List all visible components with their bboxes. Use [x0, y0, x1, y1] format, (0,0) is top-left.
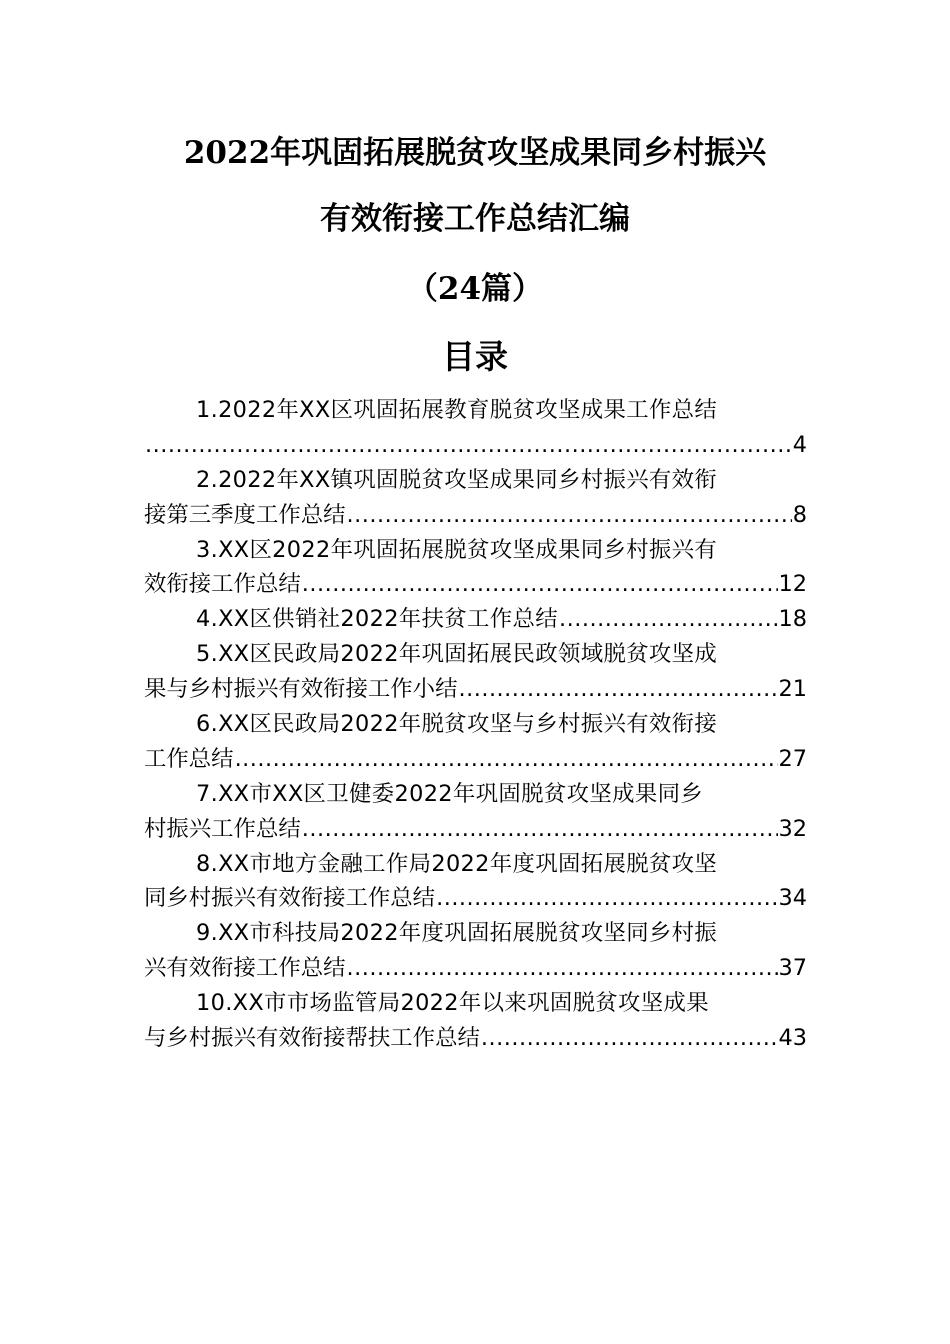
toc-leader-dots: [302, 812, 778, 847]
toc-entry-second-line: [144, 951, 807, 986]
toc-entry[interactable]: [144, 602, 807, 637]
toc-entry-second-line: [144, 1021, 807, 1056]
toc-page-number: 21: [778, 676, 807, 703]
toc-leader-dots: [235, 742, 778, 777]
toc-entry-title: 5.XX区民政局2022年巩固拓展民政领域脱贫攻坚成: [196, 641, 718, 668]
toc-entry-first-line: [144, 533, 807, 568]
toc-page-number: 37: [778, 955, 807, 982]
toc-page-number: 12: [778, 571, 807, 598]
toc-entry-title-continued: 工作总结: [144, 745, 234, 772]
toc-entry-second-line: [144, 672, 807, 707]
toc-entry-second-line: [144, 567, 807, 602]
toc-leader-dots: [458, 672, 777, 707]
toc-entry-first-line: [144, 916, 807, 951]
toc-entry-title: 4.XX区供销社2022年扶贫工作总结: [196, 606, 558, 633]
toc-entry-first-line: [144, 847, 807, 882]
toc-leader-dots: [481, 1021, 778, 1056]
toc-entry-title: 8.XX市地方金融工作局2022年度巩固拓展脱贫攻坚: [196, 850, 718, 877]
toc-page-number: 27: [778, 745, 807, 772]
toc-entry-title-continued: 效衔接工作总结: [144, 571, 301, 598]
toc-entry[interactable]: [144, 637, 807, 707]
toc-entry[interactable]: [144, 916, 807, 986]
toc-entry-title-continued: 与乡村振兴有效衔接帮扶工作总结: [144, 1025, 480, 1052]
toc-entry[interactable]: [144, 707, 807, 777]
toc-leader-dots: [436, 881, 777, 916]
toc-page-number: 18: [778, 606, 807, 633]
toc-page-number: 34: [778, 885, 807, 912]
toc-entry-second-line: [144, 742, 807, 777]
toc-leader-dots: [347, 951, 778, 986]
toc-entry-title: 10.XX市市场监管局2022年以来巩固脱贫攻坚成果: [196, 990, 710, 1017]
document-title-count: （24篇）: [406, 271, 544, 307]
toc-entry[interactable]: [144, 393, 807, 463]
toc-entry[interactable]: [144, 463, 807, 533]
toc-entry-first-line: [144, 393, 807, 428]
toc-page-number: 32: [778, 815, 807, 842]
toc-entry-second-line: [144, 498, 807, 533]
toc-page-number: 4: [792, 431, 807, 458]
toc-entry-second-line: [144, 428, 807, 463]
toc-entry[interactable]: [144, 533, 807, 603]
toc-leader-dots: [145, 428, 792, 463]
toc-entry-title: 3.XX区2022年巩固拓展脱贫攻坚成果同乡村振兴有: [196, 536, 718, 563]
toc-entry-first-line: [144, 777, 807, 812]
toc-page-number: 43: [778, 1025, 807, 1052]
document-title-line2: 有效衔接工作总结汇编: [320, 201, 630, 237]
toc-entry-first-line: [144, 463, 807, 498]
toc-entry-title: 9.XX市科技局2022年度巩固拓展脱贫攻坚同乡村振: [196, 920, 718, 947]
document-title-line1: 2022年巩固拓展脱贫攻坚成果同乡村振兴: [183, 135, 767, 171]
toc-entry-second-line: [144, 812, 807, 847]
toc-leader-dots: [302, 567, 778, 602]
toc-entry-title-continued: 兴有效衔接工作总结: [144, 955, 346, 982]
toc-entry-title: 2.2022年XX镇巩固脱贫攻坚成果同乡村振兴有效衔: [196, 466, 718, 493]
toc-leader-dots: [347, 498, 792, 533]
toc-entry-title-continued: 同乡村振兴有效衔接工作总结: [144, 885, 436, 912]
toc-page-number: 8: [792, 501, 807, 528]
toc-entry-title-continued: 果与乡村振兴有效衔接工作小结: [144, 676, 458, 703]
toc-entry[interactable]: [144, 777, 807, 847]
toc-entry-first-line: [144, 986, 807, 1021]
toc-heading: 目录: [442, 337, 508, 376]
toc-entry-title-continued: 村振兴工作总结: [144, 815, 301, 842]
toc-entry-title-continued: 接第三季度工作总结: [144, 501, 346, 528]
toc-entry[interactable]: [144, 986, 807, 1056]
toc-entry-first-line: [144, 707, 807, 742]
toc-entry-title: 7.XX市XX区卫健委2022年巩固脱贫攻坚成果同乡: [196, 780, 704, 807]
toc-entry-title: 1.2022年XX区巩固拓展教育脱贫攻坚成果工作总结: [196, 397, 718, 423]
toc-entry-first-line: [144, 637, 807, 672]
toc-entry-title: 6.XX区民政局2022年脱贫攻坚与乡村振兴有效衔接: [196, 711, 718, 738]
toc-entry-first-line: [144, 602, 807, 637]
toc-entry[interactable]: [144, 847, 807, 917]
toc-leader-dots: [559, 602, 778, 637]
toc-entry-second-line: [144, 881, 807, 916]
table-of-contents: [144, 393, 807, 1056]
